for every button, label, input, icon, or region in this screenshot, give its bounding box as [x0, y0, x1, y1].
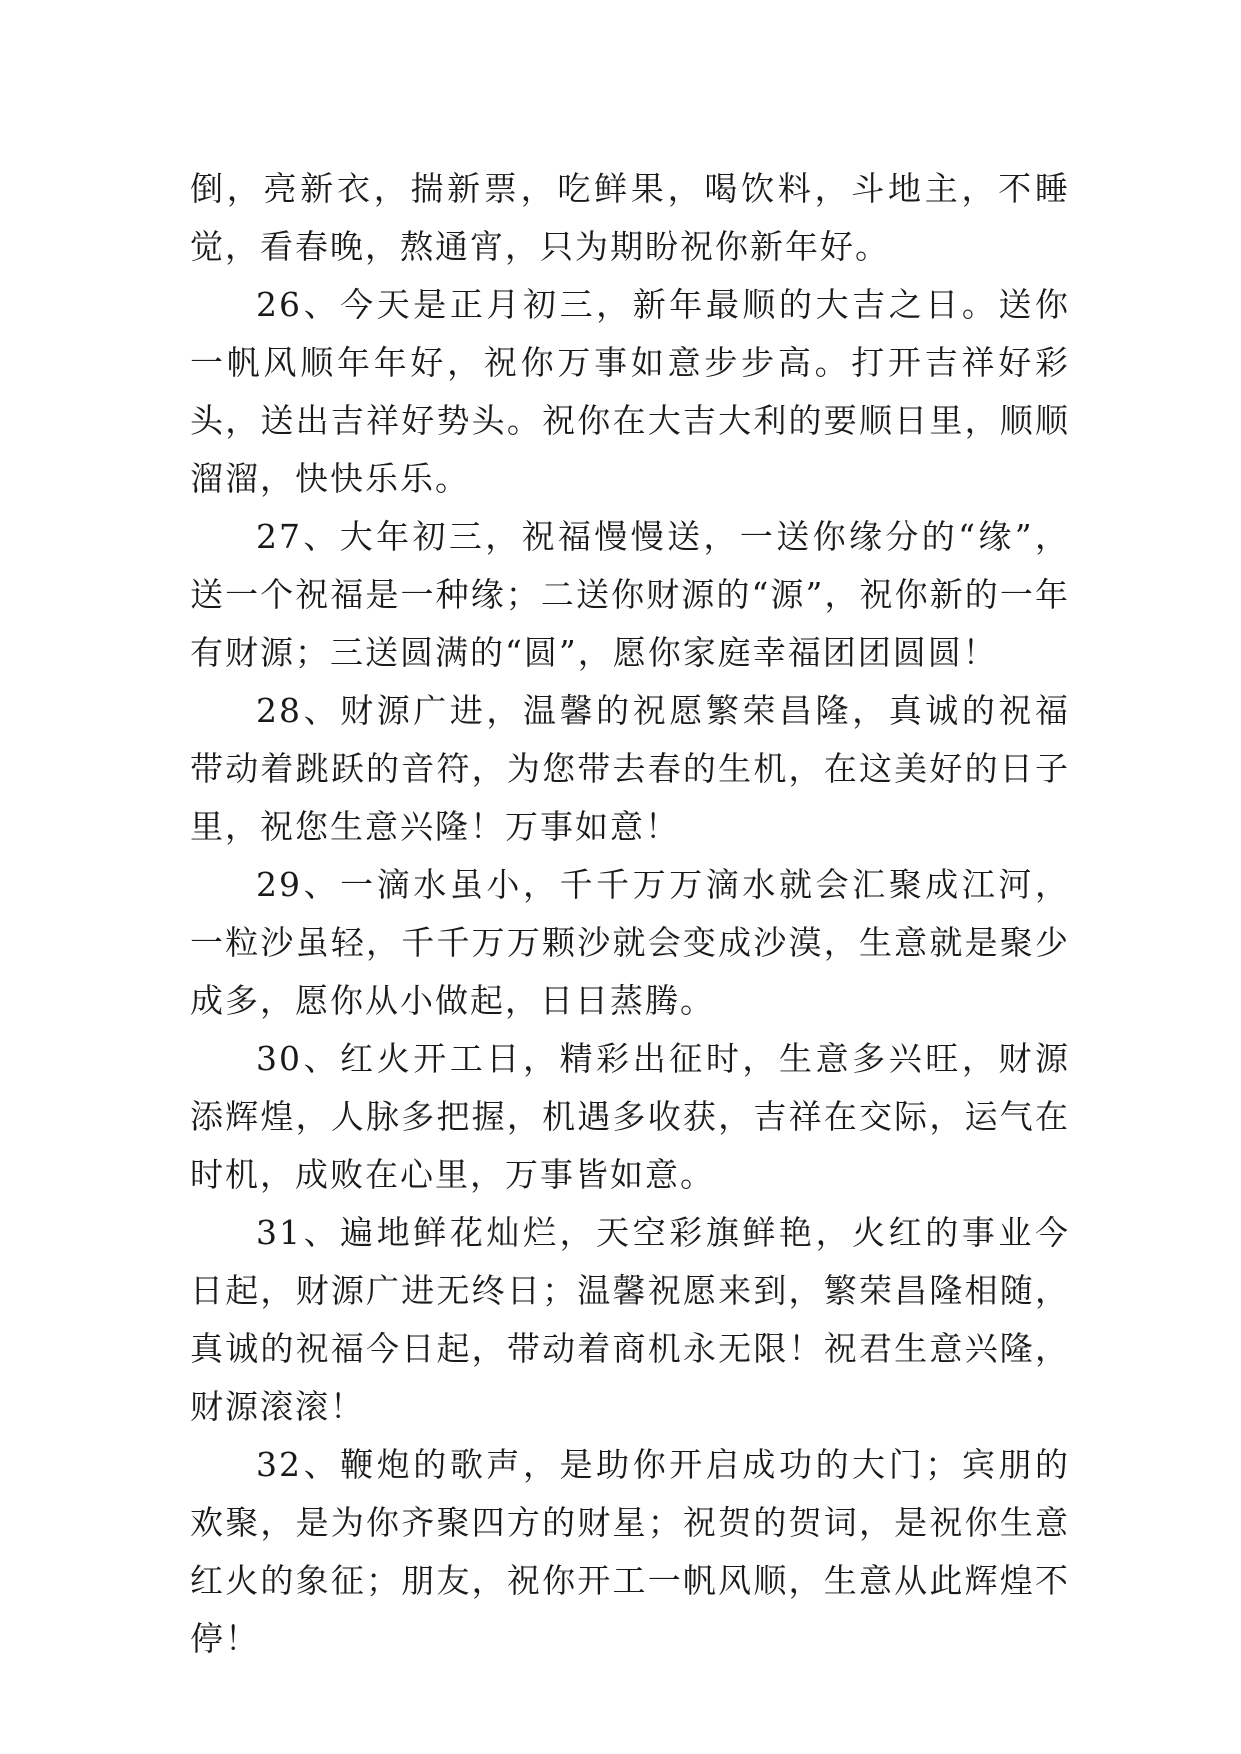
document-body [190, 160, 1070, 1668]
paragraph-32: 32、鞭炮的歌声，是助你开启成功的大门；宾朋的欢聚，是为你齐聚四方的财星；祝贺的贺词，是祝你生意红火的象征；朋友，祝你开工一帆风顺，生意从此辉煌不停！ [190, 1445, 1070, 1658]
paragraph-continued: 倒，亮新衣，揣新票，吃鲜果，喝饮料，斗地主，不睡觉，看春晚，熬通宵，只为期盼祝你新年好。 [190, 169, 1070, 266]
paragraph-31: 31、遍地鲜花灿烂，天空彩旗鲜艳，火红的事业今日起，财源广进无终日；温馨祝愿来到，繁荣昌隆相随，真诚的祝福今日起，带动着商机永无限！祝君生意兴隆，财源滚滚！ [190, 1213, 1070, 1426]
paragraph-29: 29、一滴水虽小，千千万万滴水就会汇聚成江河，一粒沙虽轻，千千万万颗沙就会变成沙漠，生意就是聚少成多，愿你从小做起，日日蒸腾。 [190, 865, 1070, 1020]
paragraph-28: 28、财源广进，温馨的祝愿繁荣昌隆，真诚的祝福带动着跳跃的音符，为您带去春的生机，在这美好的日子里，祝您生意兴隆！万事如意！ [190, 691, 1070, 846]
paragraph-27: 27、大年初三，祝福慢慢送，一送你缘分的“缘”，送一个祝福是一种缘；二送你财源的“源”，祝你新的一年有财源；三送圆满的“圆”，愿你家庭幸福团团圆圆！ [190, 517, 1070, 672]
paragraph-30: 30、红火开工日，精彩出征时，生意多兴旺，财源添辉煌，人脉多把握，机遇多收获，吉祥在交际，运气在时机，成败在心里，万事皆如意。 [190, 1039, 1070, 1194]
paragraph-26: 26、今天是正月初三，新年最顺的大吉之日。送你一帆风顺年年好，祝你万事如意步步高。打开吉祥好彩头，送出吉祥好势头。祝你在大吉大利的要顺日里，顺顺溜溜，快快乐乐。 [190, 285, 1070, 498]
